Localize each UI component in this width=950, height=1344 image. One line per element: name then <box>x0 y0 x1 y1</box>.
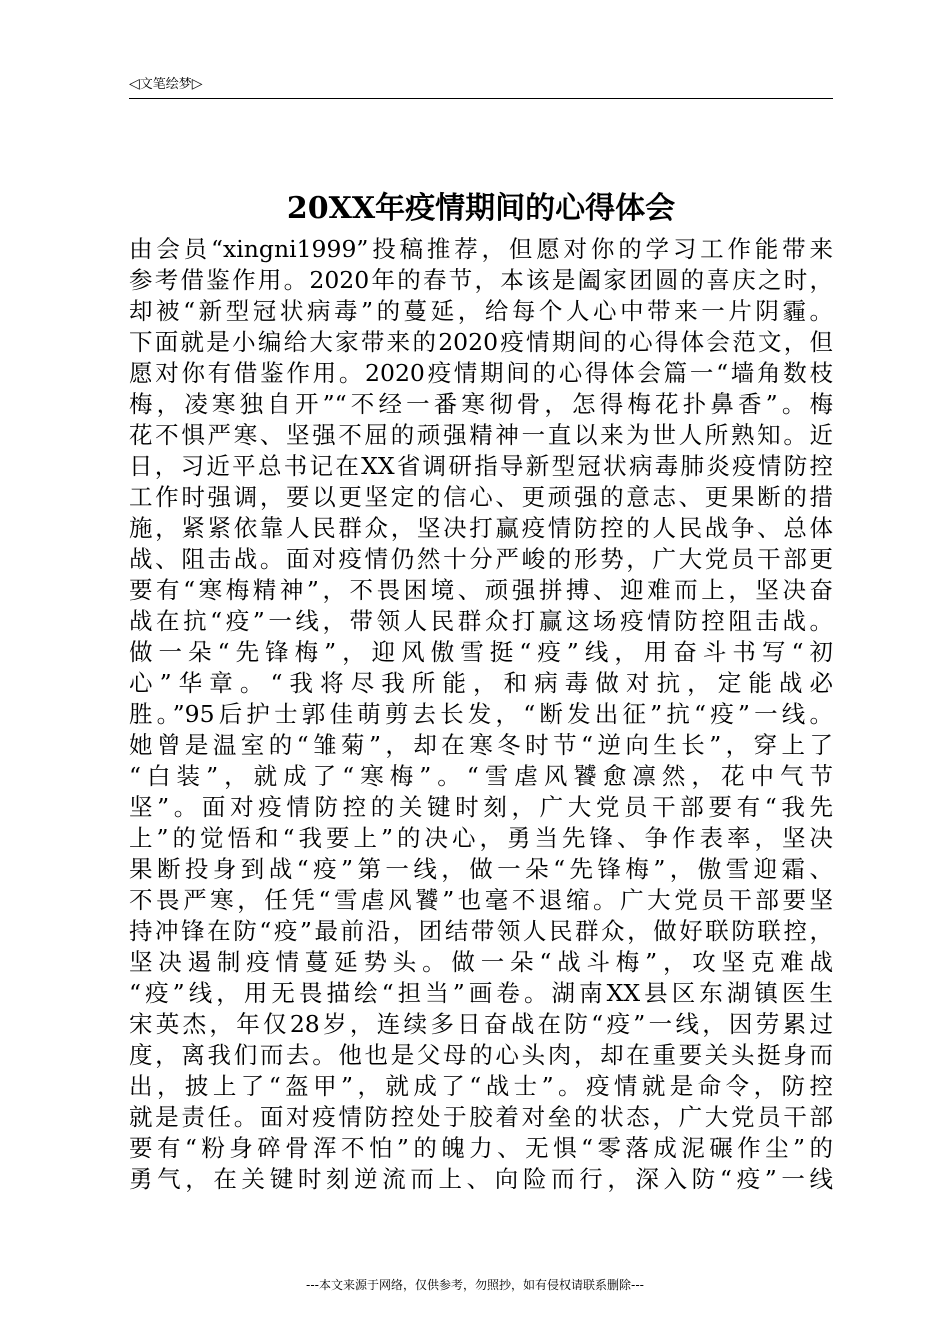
body-line: “疫”线，用无畏描绘“担当”画卷。湖南XX县区东湖镇医生 <box>129 979 833 1007</box>
body-line: 要有“粉身碎骨浑不怕”的魄力、无惧“零落成泥碾作尘”的 <box>129 1134 833 1162</box>
body-line: 战在抗“疫”一线，带领人民群众打赢这场疫情防控阻击战。 <box>129 607 833 635</box>
body-line: 花不惧严寒、坚强不屈的顽强精神一直以来为世人所熟知。近 <box>129 421 833 449</box>
body-line: 做一朵“先锋梅”，迎风傲雪挺“疫”线，用奋斗书写“初 <box>129 638 833 666</box>
body-line: 参考借鉴作用。2020年的春节，本该是阖家团圆的喜庆之时， <box>129 266 833 294</box>
body-line: 坚决遏制疫情蔓延势头。做一朵“战斗梅”，攻坚克难战 <box>129 948 833 976</box>
body-line: 日，习近平总书记在XX省调研指导新型冠状病毒肺炎疫情防控 <box>129 452 833 480</box>
body-line: “白装”，就成了“寒梅”。“雪虐风饕愈凛然，花中气节 <box>129 762 833 790</box>
body-line: 施，紧紧依靠人民群众，坚决打赢疫情防控的人民战争、总体 <box>129 514 833 542</box>
body-line: 心”华章。“我将尽我所能，和病毒做对抗，定能战必 <box>129 669 833 697</box>
left-arrow-icon: ◁ <box>129 76 140 92</box>
body-line: 梅，凌寒独自开”“不经一番寒彻骨，怎得梅花扑鼻香”。梅 <box>129 390 833 418</box>
page-footer: ---本文来源于网络，仅供参考，勿照抄，如有侵权请联系删除--- <box>306 1278 644 1292</box>
document-body <box>129 234 833 1195</box>
body-line: 出，披上了“盔甲”，就成了“战士”。疫情就是命令，防控 <box>129 1072 833 1100</box>
body-line: 度，离我们而去。他也是父母的心头肉，却在重要关头挺身而 <box>129 1041 833 1069</box>
body-line: 却被“新型冠状病毒”的蔓延，给每个人心中带来一片阴霾。 <box>129 297 833 325</box>
header-label <box>129 76 203 93</box>
body-line: 上”的觉悟和“我要上”的决心，勇当先锋、争作表率，坚决 <box>129 824 833 852</box>
body-line: 胜。”95后护士郭佳萌剪去长发，“断发出征”抗“疫”一线。 <box>129 700 833 728</box>
body-line: 就是责任。面对疫情防控处于胶着对垒的状态，广大党员干部 <box>129 1103 833 1131</box>
body-line: 战、阻击战。面对疫情仍然十分严峻的形势，广大党员干部更 <box>129 545 833 573</box>
document-title: 20XX年疫情期间的心得体会 <box>286 191 676 226</box>
body-line: 不畏严寒，任凭“雪虐风饕”也毫不退缩。广大党员干部要坚 <box>129 886 833 914</box>
body-line: 愿对你有借鉴作用。2020疫情期间的心得体会篇一“墙角数枝 <box>129 359 833 387</box>
body-line: 由会员“xingni1999”投稿推荐，但愿对你的学习工作能带来 <box>129 235 833 263</box>
body-line: 宋英杰，年仅28岁，连续多日奋战在防“疫”一线，因劳累过 <box>129 1010 833 1038</box>
body-line: 工作时强调，要以更坚定的信心、更顽强的意志、更果断的措 <box>129 483 833 511</box>
body-line: 果断投身到战“疫”第一线，做一朵“先锋梅”，傲雪迎霜、 <box>129 855 833 883</box>
body-line: 坚”。面对疫情防控的关键时刻，广大党员干部要有“我先 <box>129 793 833 821</box>
body-line: 持冲锋在防“疫”最前沿，团结带领人民群众，做好联防联控， <box>129 917 833 945</box>
body-line: 下面就是小编给大家带来的2020疫情期间的心得体会范文，但 <box>129 328 833 356</box>
body-line: 她曾是温室的“雏菊”，却在寒冬时节“逆向生长”，穿上了 <box>129 731 833 759</box>
page-header <box>129 74 833 99</box>
body-line: 勇气，在关键时刻逆流而上、向险而行，深入防“疫”一线 <box>129 1165 833 1193</box>
body-line: 要有“寒梅精神”，不畏困境、顽强拼搏、迎难而上，坚决奋 <box>129 576 833 604</box>
right-arrow-icon: ▷ <box>191 76 203 92</box>
header-text: 文笔绘梦 <box>139 77 192 92</box>
